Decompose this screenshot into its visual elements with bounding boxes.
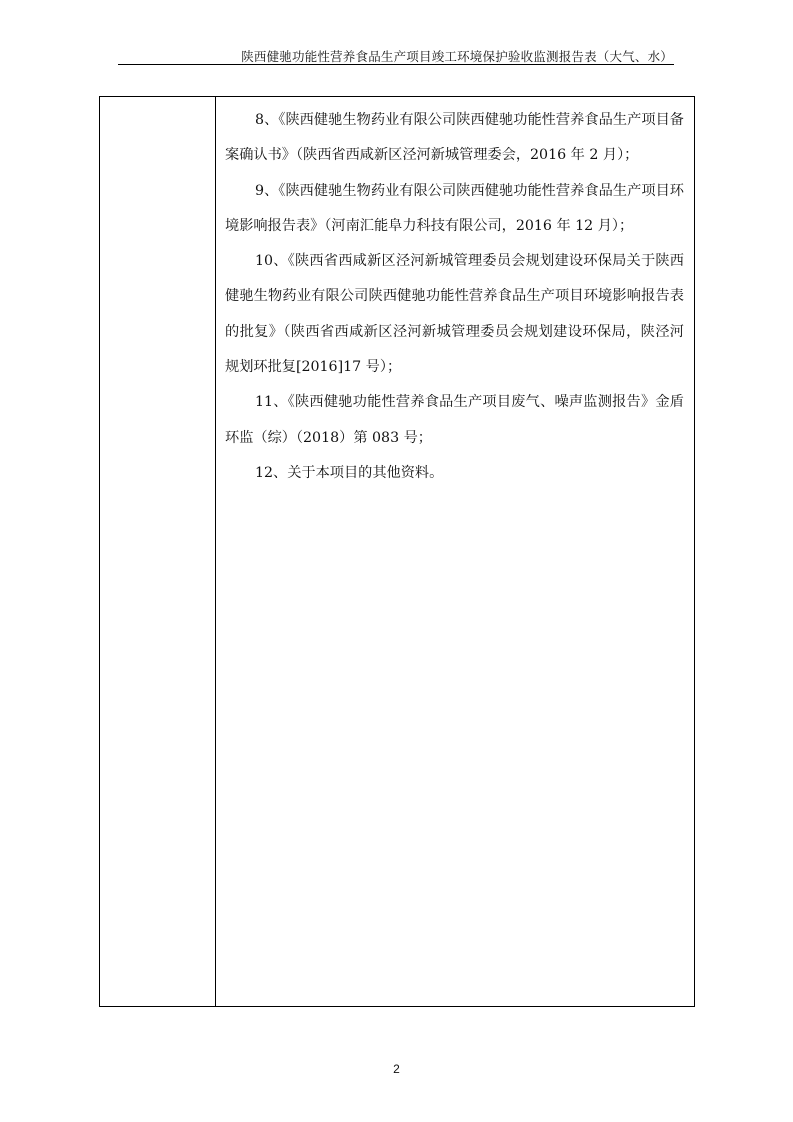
- table-left-cell: [100, 97, 216, 1006]
- reference-item-12: 12、关于本项目的其他资料。: [255, 464, 444, 481]
- page-number: 2: [393, 1062, 400, 1076]
- reference-item-11: 11、《陕西健驰功能性营养食品生产项目废气、噪声监测报告》金盾环监（综）（2018）第 083 号；: [225, 394, 684, 446]
- running-header-title: 陕西健驰功能性营养食品生产项目竣工环境保护验收监测报告表（大气、水）: [241, 49, 673, 64]
- reference-item-10: 10、《陕西省西咸新区泾河新城管理委员会规划建设环保局关于陕西健驰生物药业有限公司陕西健驰功能性营养食品生产项目环境影响报告表的批复》（陕西省西咸新区泾河新城管理委员会规划建设环保局，陕泾河规划环批复[2016]17 号）；: [225, 253, 684, 376]
- report-table: [99, 96, 695, 1007]
- reference-item-8: 8、《陕西健驰生物药业有限公司陕西健驰功能性营养食品生产项目备案确认书》（陕西省西咸新区泾河新城管理委会，2016 年 2 月）；: [225, 112, 684, 164]
- table-right-cell: [216, 97, 694, 1006]
- reference-item-9: 9、《陕西健驰生物药业有限公司陕西健驰功能性营养食品生产项目环境影响报告表》（河南汇能阜力科技有限公司，2016 年 12 月）；: [225, 182, 684, 234]
- header-rule: [118, 64, 674, 65]
